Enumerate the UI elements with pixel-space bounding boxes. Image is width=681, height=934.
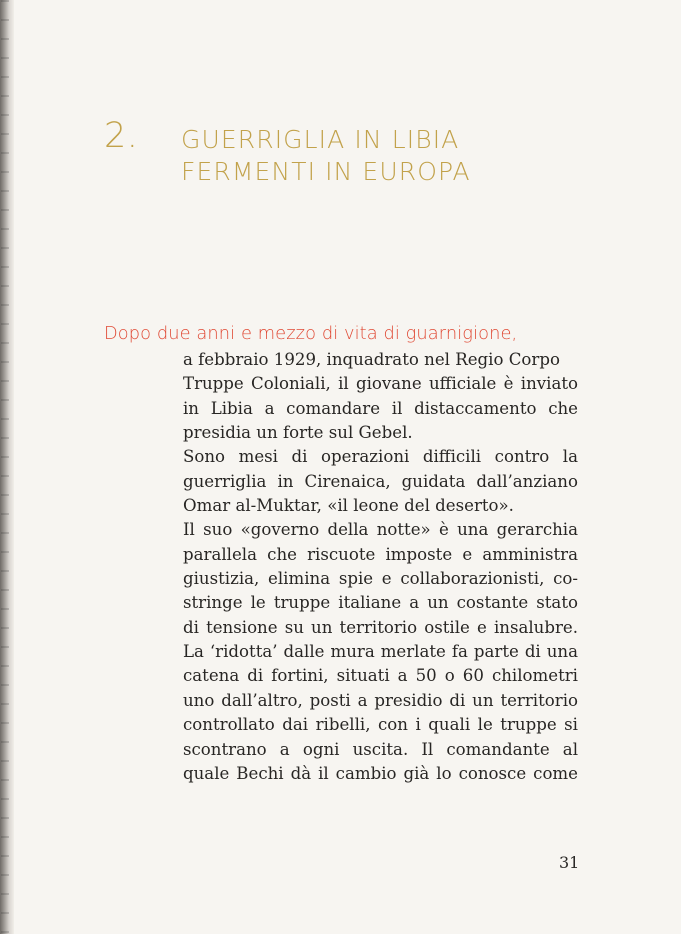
body-line: parallela che riscuote imposte e amministra <box>183 544 578 564</box>
body-line: Sono mesi di operazioni difficili contro la <box>183 447 578 467</box>
body-line: guerriglia in Cirenaica, guidata dall’anziano <box>183 471 578 491</box>
body-line: presidia un forte sul Gebel. <box>183 423 413 443</box>
body-line: di tensione su un territorio ostile e insalubre. <box>183 617 578 637</box>
page-edge-marks <box>1 0 9 934</box>
body-line: controllato dai ribelli, con i quali le truppe si <box>183 715 578 735</box>
body-line: Omar al-Muktar, «il leone del deserto». <box>183 496 514 516</box>
body-line: quale Bechi dà il cambio già lo conosce come <box>183 763 578 783</box>
chapter-title-line: FERMENTI IN EUROPA <box>181 157 471 186</box>
body-line: a febbraio 1929, inquadrato nel Regio Corpo <box>183 350 560 369</box>
body-line: catena di fortini, situati a 50 o 60 chilometri <box>183 666 578 686</box>
body-line: scontrano a ogni uscita. Il comandante al <box>183 739 578 759</box>
body-line: in Libia a comandare il distaccamento che <box>183 398 578 418</box>
chapter-title <box>181 124 601 188</box>
page-number: 31 <box>559 853 580 872</box>
lead-sentence: Dopo due anni e mezzo di vita di guarnigione, <box>104 323 518 344</box>
chapter-number: 2. <box>104 116 139 156</box>
chapter-title-line: GUERRIGLIA IN LIBIA <box>181 125 460 154</box>
body-line: stringe le truppe italiane a un costante stato <box>183 593 578 613</box>
body-line: Truppe Coloniali, il giovane ufficiale è inviato <box>183 374 578 394</box>
body-text <box>183 348 578 786</box>
body-line: Il suo «governo della notte» è una gerarchia <box>183 520 578 540</box>
body-line: uno dall’altro, posti a presidio di un territorio <box>183 690 578 710</box>
body-line: La ‘ridotta’ dalle mura merlate fa parte di una <box>183 642 578 662</box>
body-line: giustizia, elimina spie e collaborazionisti, co- <box>183 569 578 589</box>
